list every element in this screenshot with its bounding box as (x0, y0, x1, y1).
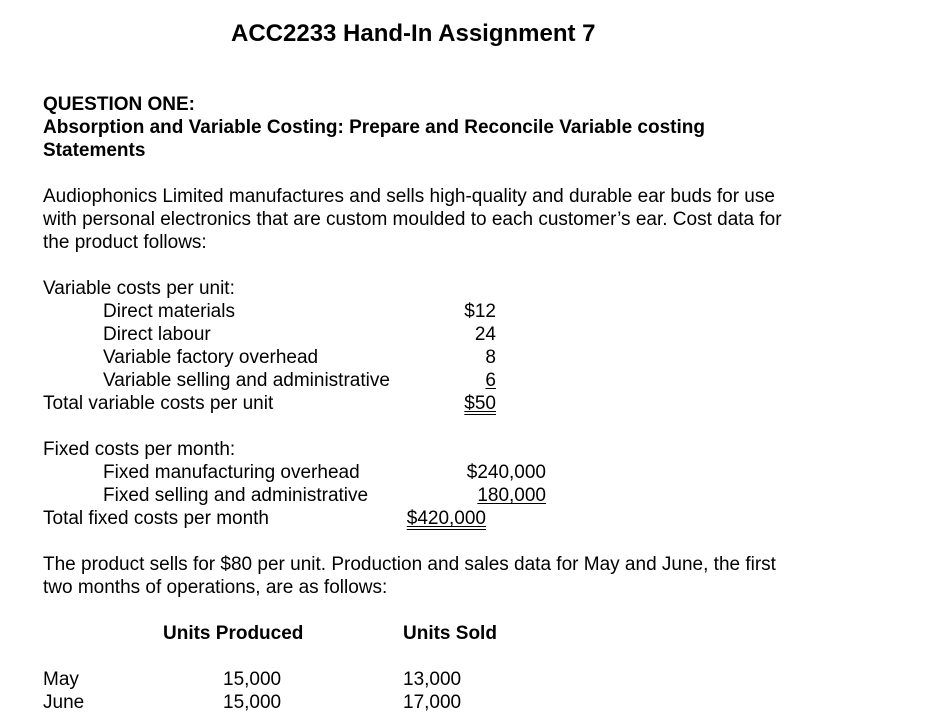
month-label: June (43, 692, 85, 713)
variable-cost-value: $12 (464, 301, 496, 322)
units-produced-value: 15,000 (223, 669, 282, 690)
fixed-cost-label: Fixed manufacturing overhead (103, 462, 360, 483)
variable-cost-label: Direct labour (103, 324, 211, 345)
variable-cost-value: 24 (474, 324, 496, 345)
question-subtitle-line1: Absorption and Variable Costing: Prepare and Reconcile Variable costing (43, 117, 705, 138)
variable-cost-value: 6 (485, 370, 496, 391)
fixed-cost-value: $240,000 (466, 462, 546, 483)
production-line2: two months of operations, are as follows: (43, 577, 388, 598)
units-sold-value: 13,000 (403, 669, 462, 690)
units-sold-value: 17,000 (403, 692, 462, 713)
intro-line2: with personal electronics that are custom moulded to each customer’s ear. Cost data for (43, 209, 782, 230)
variable-total-label: Total variable costs per unit (43, 393, 274, 414)
page-title: ACC2233 Hand-In Assignment 7 (231, 20, 596, 47)
production-line1: The product sells for $80 per unit. Production and sales data for May and June, the first (43, 554, 776, 575)
intro-line3: the product follows: (43, 232, 207, 253)
variable-cost-label: Variable factory overhead (103, 347, 319, 368)
fixed-cost-value: 180,000 (477, 485, 546, 506)
question-heading: QUESTION ONE: (43, 94, 196, 115)
month-label: May (43, 669, 79, 690)
variable-total-value: $50 (464, 393, 496, 414)
units-produced-header: Units Produced (163, 623, 304, 644)
fixed-costs-heading: Fixed costs per month: (43, 439, 236, 460)
variable-cost-label: Direct materials (103, 301, 235, 322)
variable-cost-label: Variable selling and administrative (103, 370, 390, 391)
fixed-cost-label: Fixed selling and administrative (103, 485, 369, 506)
units-sold-header: Units Sold (403, 623, 497, 644)
variable-costs-heading: Variable costs per unit: (43, 278, 235, 299)
units-produced-value: 15,000 (223, 692, 282, 713)
intro-line1: Audiophonics Limited manufactures and sells high-quality and durable ear buds for use (43, 186, 775, 207)
fixed-total-value: $420,000 (406, 508, 486, 529)
variable-cost-value: 8 (485, 347, 496, 368)
question-subtitle-line2: Statements (43, 140, 146, 161)
fixed-total-label: Total fixed costs per month (43, 508, 269, 529)
